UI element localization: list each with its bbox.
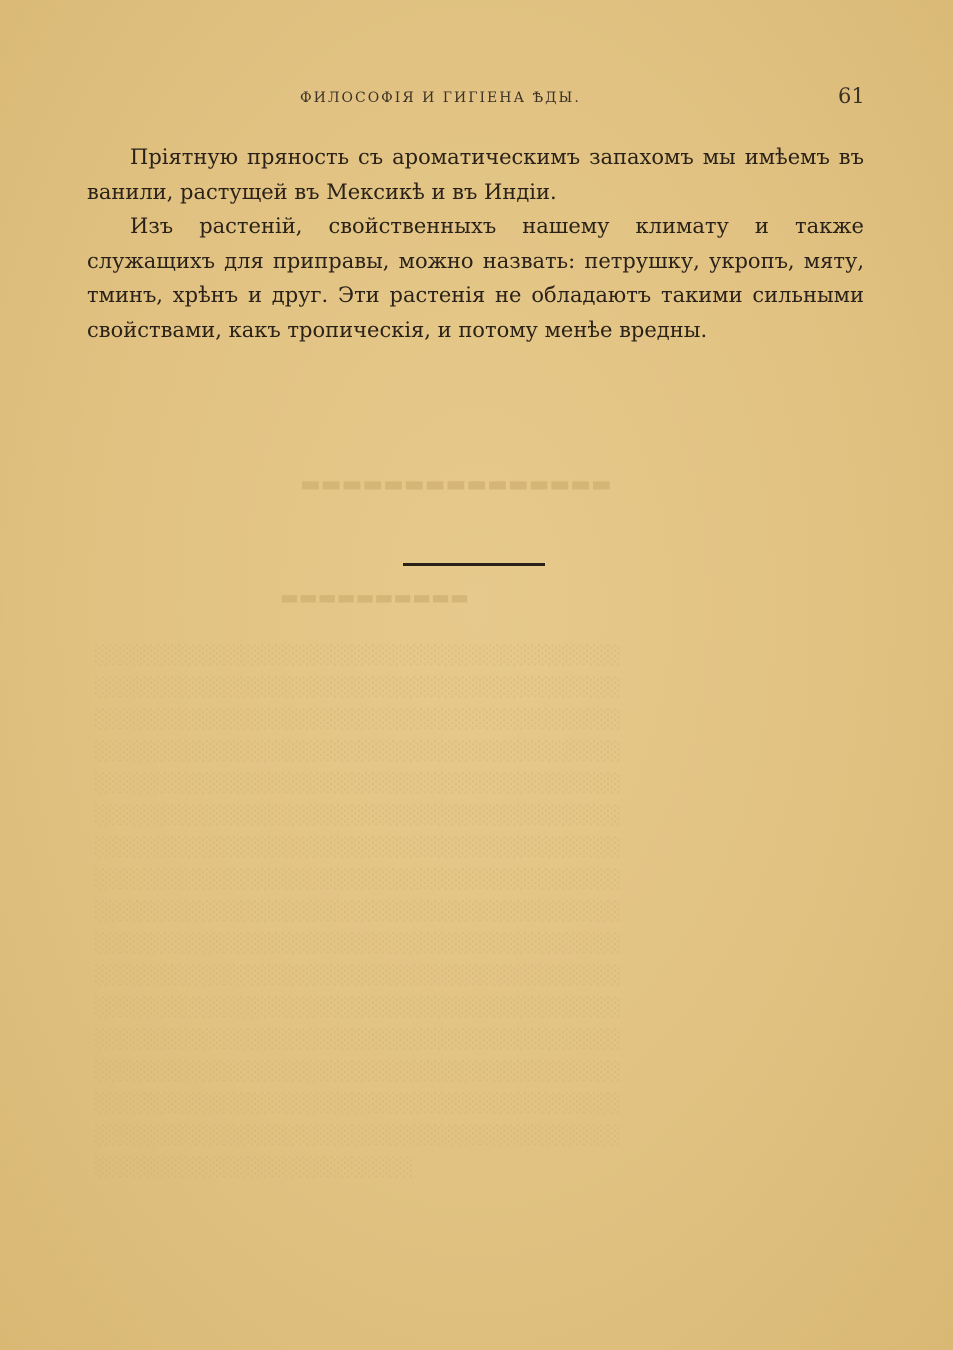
body-text	[87, 140, 864, 348]
page-number: 61	[838, 84, 865, 108]
bleed-through-subheading: ▬▬▬▬▬▬▬▬▬▬	[280, 585, 469, 609]
bleed-through-heading: ▬▬▬▬▬▬▬▬▬▬▬▬▬▬▬	[300, 472, 612, 497]
bleed-through-text-block: ░░░░░░░░░░░░░░░░░░░░░░░░░░░░░░░░░░░░░░ ░░░░░░░░░░░░░░░░░░░░░░░░░░░░░░░░░░░░░░ ░░░░░░░░░░░░░░░░░░░░░░░░░░░░░░░░░░░░░░ ░░░░░░░░░░░░░░░░░░░░░░░░░░░░░░░░░░░░░░ ░░░░░░░░░░░░░░░░░░░░░░░░░░░░░░░░░░░░░░ ░░░░░░░░░░░░░░░░░░░░░░░░░░░░░░░░░░░░░░ ░░░░░░░░░░░░░░░░░░░░░░░░░░░░░░░░░░░░░░ ░░░░░░░░░░░░░░░░░░░░░░░░░░░░░░░░░░░░░░ ░░░░░░░░░░░░░░░░░░░░░░░░░░░░░░░░░░░░░░ ░░░░░░░░░░░░░░░░░░░░░░░░░░░░░░░░░░░░░░ ░░░░░░░░░░░░░░░░░░░░░░░░░░░░░░░░░░░░░░ ░░░░░░░░░░░░░░░░░░░░░░░░░░░░░░░░░░░░░░ ░░░░░░░░░░░░░░░░░░░░░░░░░░░░░░░░░░░░░░ ░░░░░░░░░░░░░░░░░░░░░░░░░░░░░░░░░░░░░░ ░░░░░░░░░░░░░░░░░░░░░░░░░░░░░░░░░░░░░░ ░░░░░░░░░░░░░░░░░░░░░░░░░░░░░░░░░░░░░░ ░░░░░░░░░░░░░░░░░░░░░░░	[95, 645, 622, 1178]
running-head: ФИЛОСОФІЯ И ГИГІЕНА ѢДЫ.	[300, 90, 581, 106]
paragraph-vanilla: Пріятную пряность съ ароматическимъ запахомъ мы имѣемъ въ ванили, растущей въ Мексикѣ и въ Индіи.	[87, 145, 864, 204]
section-rule	[403, 563, 545, 566]
paragraph-local-spices: Изъ растеній, свойственныхъ нашему климату и также служащихъ для приправы, можно назвать: петрушку, укропъ, мяту, тминъ, хрѣнъ и друг. Эти растенія не обладаютъ такими сильными свойствами, какъ тропическія, и потому менѣе вредны.	[87, 214, 864, 342]
